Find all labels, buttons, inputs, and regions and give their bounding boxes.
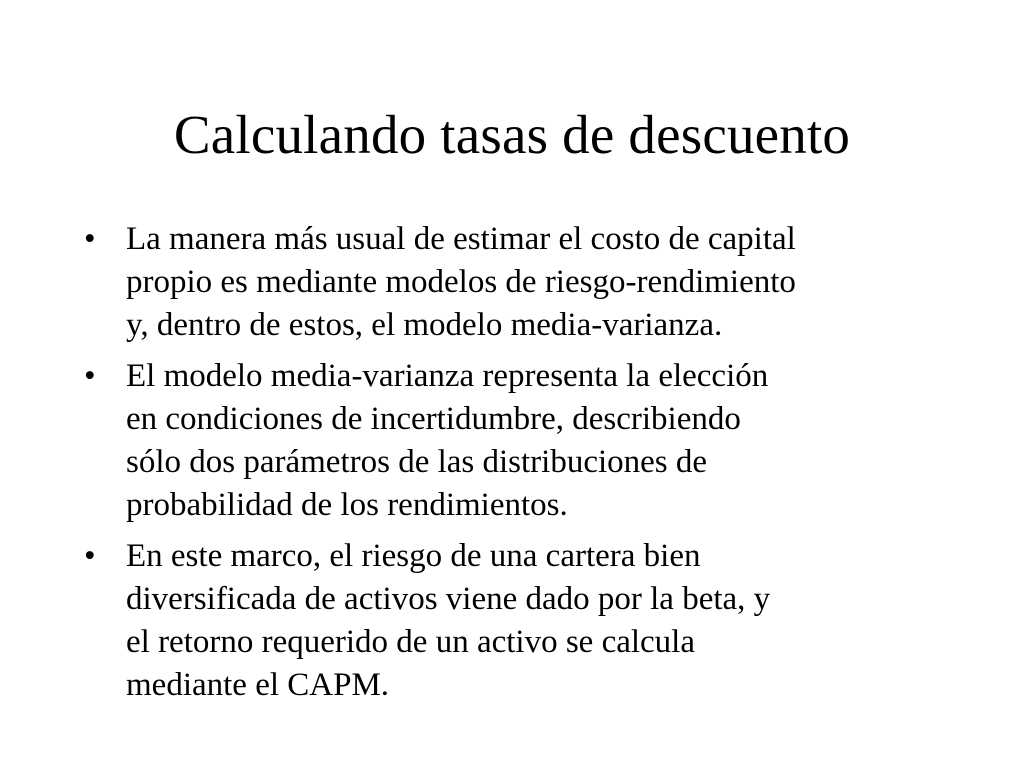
bullet-line: probabilidad de los rendimientos. bbox=[126, 487, 568, 523]
bullet-line: en condiciones de incertidumbre, describiendo bbox=[126, 401, 741, 437]
bullet-line: sólo dos parámetros de las distribuciones de bbox=[126, 444, 708, 480]
bullet-line: El modelo media-varianza representa la elección bbox=[126, 358, 769, 394]
bullet-text bbox=[126, 535, 944, 707]
slide-title: Calculando tasas de descuento bbox=[173, 104, 851, 165]
bullet-line: mediante el CAPM. bbox=[126, 667, 390, 703]
bullet-item bbox=[84, 355, 944, 527]
bullet-line: y, dentro de estos, el modelo media-varianza. bbox=[126, 307, 723, 343]
bullet-line: el retorno requerido de un activo se calcula bbox=[126, 624, 695, 660]
bullet-item bbox=[84, 218, 944, 347]
bullet-text bbox=[126, 218, 944, 347]
bullet-icon: • bbox=[84, 358, 96, 394]
bullet-list bbox=[84, 218, 944, 715]
bullet-text bbox=[126, 355, 944, 527]
bullet-icon: • bbox=[84, 221, 96, 257]
bullet-line: La manera más usual de estimar el costo de capital bbox=[126, 221, 796, 257]
bullet-line: En este marco, el riesgo de una cartera bien bbox=[126, 538, 701, 574]
bullet-line: diversificada de activos viene dado por la beta, y bbox=[126, 581, 771, 617]
bullet-item bbox=[84, 535, 944, 707]
bullet-line: propio es mediante modelos de riesgo-rendimiento bbox=[126, 264, 796, 300]
bullet-icon: • bbox=[84, 538, 96, 574]
